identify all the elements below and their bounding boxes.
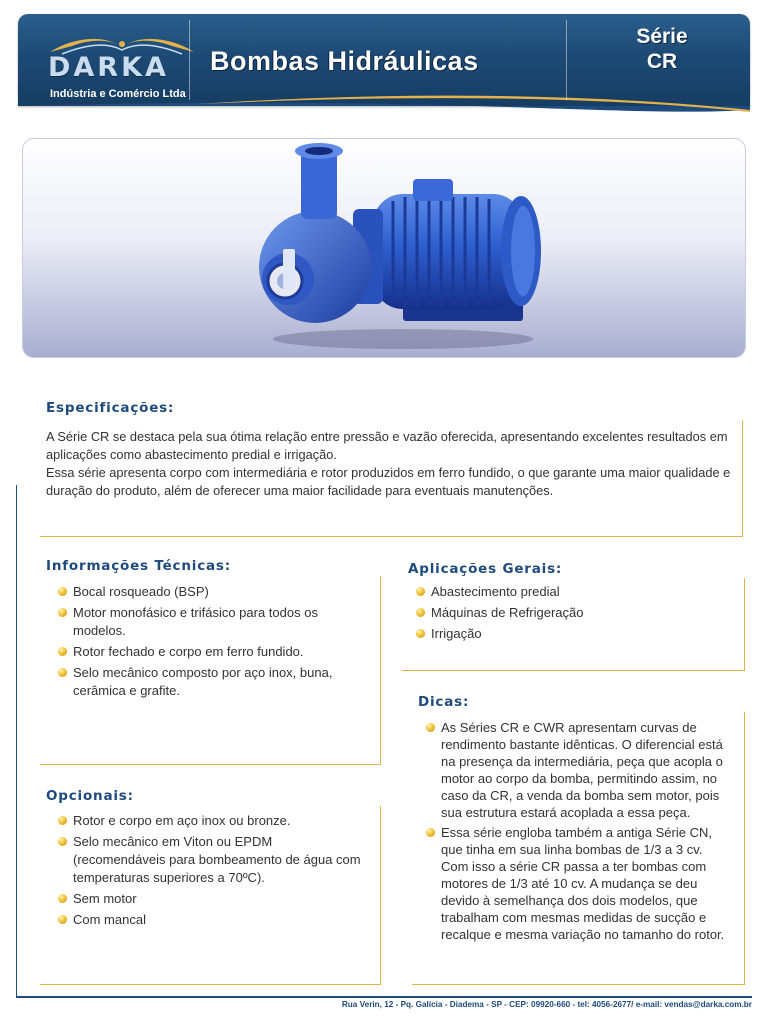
opcionais-title: Opcionais: [46, 788, 134, 804]
list-item [426, 719, 730, 821]
page-left-rule [16, 485, 17, 998]
list-item [426, 824, 730, 943]
bullet-icon [58, 894, 67, 903]
bullet-icon [58, 587, 67, 596]
footer-contact: Rua Verin, 12 - Pq. Galícia - Diadema - SP - CEP: 09920-660 - tel: 4056-2677/ e-mail: vendas@darka.com.br [341, 1000, 752, 1009]
list-item [58, 812, 368, 830]
list-item-text: Com mancal [73, 912, 146, 927]
list-item-text: Rotor e corpo em aço inox ou bronze. [73, 813, 291, 828]
page-header [18, 14, 750, 106]
serie-badge [574, 24, 750, 74]
informacoes-tecnicas-list [58, 583, 368, 703]
informacoes-tecnicas-title: Informações Técnicas: [46, 558, 231, 574]
list-item [416, 583, 736, 601]
logo-subtitle: Indústria e Comércio Ltda [50, 88, 186, 100]
bullet-icon [426, 723, 435, 732]
list-item-text: Selo mecânico em Viton ou EPDM (recomendáveis para bombeamento de água com temperaturas superiores a 70ºC). [73, 834, 361, 885]
list-item-text: Essa série engloba também a antiga Série CN, que tinha em sua linha bombas de 1/3 a 3 cv. Com isso a série CR passa a ter bombas com motores de 1/3 até 10 cv. A mudança se deu devido à semelhança dos dois modelos, que trabalham com mesmas medidas de sucção e recalque e mesma variação no tamanho do rotor. [441, 825, 725, 942]
bullet-icon [416, 629, 425, 638]
list-item-text: Selo mecânico composto por aço inox, buna, cerâmica e grafite. [73, 665, 333, 698]
header-divider [189, 20, 190, 100]
list-item-text: Sem motor [73, 891, 137, 906]
bullet-icon [58, 816, 67, 825]
product-image-panel [22, 138, 746, 358]
bullet-icon [58, 915, 67, 924]
list-item [58, 643, 368, 661]
header-divider [566, 20, 567, 100]
list-item [58, 583, 368, 601]
list-item-text: Máquinas de Refrigeração [431, 605, 584, 620]
especificacoes-paragraph: A Série CR se destaca pela sua ótima relação entre pressão e vazão oferecida, apresentando excelentes resultados em aplicações como abastecimento predial e irrigação. [46, 429, 728, 462]
bullet-icon [58, 668, 67, 677]
especificacoes-paragraph: Essa série apresenta corpo com intermediária e rotor produzidos em ferro fundido, o que garante uma maior qualidade e duração do produto, além de oferecer uma maior facilidade para eventuais manutenções. [46, 465, 731, 498]
especificacoes-body [46, 428, 736, 500]
bullet-icon [58, 837, 67, 846]
list-item [416, 625, 736, 643]
page-title: Bombas Hidráulicas [210, 46, 479, 76]
list-item [58, 911, 368, 929]
bullet-icon [58, 608, 67, 617]
bullet-icon [426, 828, 435, 837]
list-item [58, 664, 368, 700]
list-item-text: As Séries CR e CWR apresentam curvas de rendimento bastante idênticas. O diferencial está na presença da intermediária, peça que acopla o motor ao corpo da bomba, permitindo assim, no caso da CR, a venda da bomba sem motor, pois sua estrutura estará acoplada a essa peça. [441, 720, 723, 820]
dicas-title: Dicas: [418, 694, 470, 710]
especificacoes-title: Especificações: [46, 400, 175, 416]
list-item [58, 890, 368, 908]
list-item-text: Rotor fechado e corpo em ferro fundido. [73, 644, 304, 659]
bullet-icon [416, 587, 425, 596]
footer-rule [16, 996, 752, 998]
dicas-list [426, 719, 730, 946]
list-item [416, 604, 736, 622]
logo-name: DARKA [48, 52, 169, 83]
bullet-icon [416, 608, 425, 617]
list-item-text: Bocal rosqueado (BSP) [73, 584, 209, 599]
list-item-text: Motor monofásico e trifásico para todos os modelos. [73, 605, 318, 638]
bullet-icon [58, 647, 67, 656]
list-item [58, 833, 368, 887]
serie-code: CR [646, 50, 678, 73]
list-item [58, 604, 368, 640]
list-item-text: Abastecimento predial [431, 584, 560, 599]
centrifugal-pump-icon [243, 139, 543, 357]
serie-label: Série [636, 25, 688, 48]
list-item-text: Irrigação [431, 626, 482, 641]
aplicacoes-gerais-title: Aplicações Gerais: [408, 561, 563, 577]
opcionais-list [58, 812, 368, 932]
aplicacoes-gerais-list [416, 583, 736, 646]
darka-logo [42, 30, 202, 106]
